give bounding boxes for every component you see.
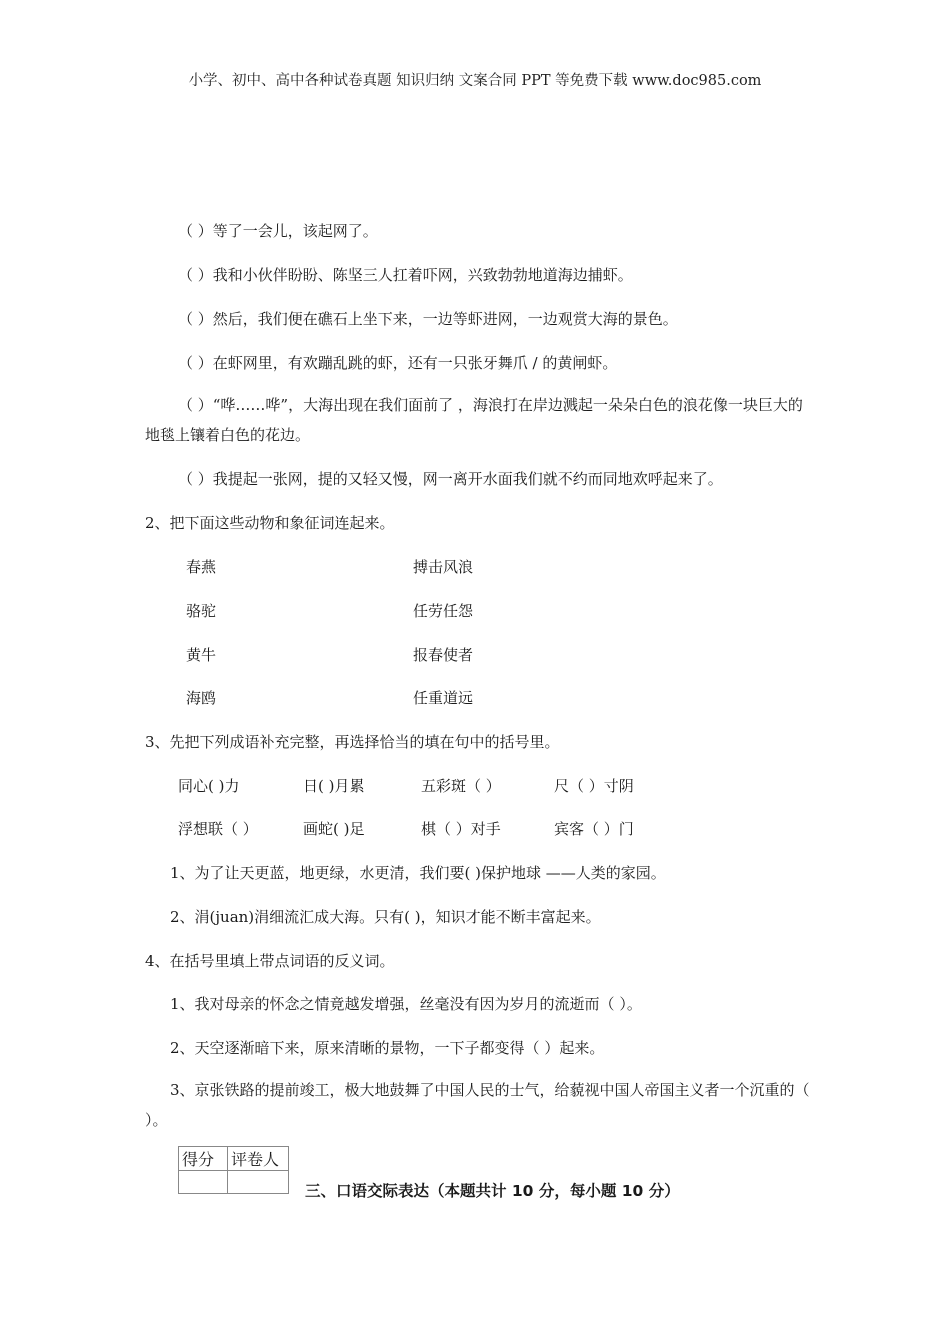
ordering-item-6: （ ）我提起一张网，提的又轻又慢，网一离开水面我们就不约而同地欢呼起来了。 <box>178 470 723 488</box>
ordering-item-4: （ ）在虾网里，有欢蹦乱跳的虾，还有一只张牙舞爪 / 的黄闸虾。 <box>178 354 618 372</box>
question-4-sentence-1: 1、我对母亲的怀念之情竟越发增强，丝毫没有因为岁月的流逝而（ ）。 <box>170 995 642 1013</box>
symbol-3: 报春使者 <box>413 646 474 664</box>
question-4-sentence-2: 2、天空逐渐暗下来，原来清晰的景物，一下子都变得（ ）起来。 <box>170 1039 605 1057</box>
score-label: 得分 <box>179 1147 228 1171</box>
idiom-4: 尺（ ）寸阴 <box>554 777 634 795</box>
symbol-4: 任重道远 <box>413 689 474 707</box>
section-3-title: 三、口语交际表达（本题共计 10 分，每小题 10 分） <box>305 1182 680 1200</box>
score-box <box>178 1146 289 1194</box>
question-3-sentence-2: 2、涓(juan)涓细流汇成大海。只有( )，知识才能不断丰富起来。 <box>170 908 601 926</box>
symbol-1: 搏击风浪 <box>413 558 474 576</box>
question-2-title: 2、把下面这些动物和象征词连起来。 <box>145 514 395 532</box>
symbol-2: 任劳任怨 <box>413 602 474 620</box>
animal-4: 海鸥 <box>186 689 217 707</box>
question-4-sentence-3: 3、京张铁路的提前竣工，极大地鼓舞了中国人民的士气，给藐视中国人帝国主义者一个沉重的（ ）。 <box>145 1081 810 1129</box>
grader-label: 评卷人 <box>228 1147 289 1171</box>
question-4-title: 4、在括号里填上带点词语的反义词。 <box>145 952 395 970</box>
idiom-3: 五彩斑（ ） <box>421 777 501 795</box>
ordering-item-3: （ ）然后，我们便在礁石上坐下来，一边等虾进网，一边观赏大海的景色。 <box>178 310 678 328</box>
score-cell <box>179 1171 228 1194</box>
idiom-6: 画蛇( )足 <box>303 820 365 838</box>
idiom-8: 宾客（ ）门 <box>554 820 634 838</box>
animal-1: 春燕 <box>186 558 217 576</box>
idiom-5: 浮想联（ ） <box>178 820 258 838</box>
idiom-1: 同心( )力 <box>178 777 240 795</box>
idiom-2: 日( )月累 <box>303 777 365 795</box>
page-header: 小学、初中、高中各种试卷真题 知识归纳 文案合同 PPT 等免费下载 www.doc985.com <box>188 73 762 89</box>
ordering-item-2: （ ）我和小伙伴盼盼、陈坚三人扛着吓网，兴致勃勃地道海边捕虾。 <box>178 266 633 284</box>
ordering-item-1: （ ）等了一会儿，该起网了。 <box>178 222 378 240</box>
animal-3: 黄牛 <box>186 646 217 664</box>
ordering-item-5: （ ）“哗……哗”，大海出现在我们面前了 ，海浪打在岸边溅起一朵朵白色的浪花像一块巨大的地毯上镶着白色的花边。 <box>145 396 803 444</box>
question-3-title: 3、先把下列成语补充完整，再选择恰当的填在句中的括号里。 <box>145 733 560 751</box>
animal-2: 骆驼 <box>186 602 217 620</box>
grader-cell <box>228 1171 289 1194</box>
idiom-7: 棋（ ）对手 <box>421 820 501 838</box>
question-3-sentence-1: 1、为了让天更蓝，地更绿，水更清，我们要( )保护地球 ——人类的家园。 <box>170 864 666 882</box>
